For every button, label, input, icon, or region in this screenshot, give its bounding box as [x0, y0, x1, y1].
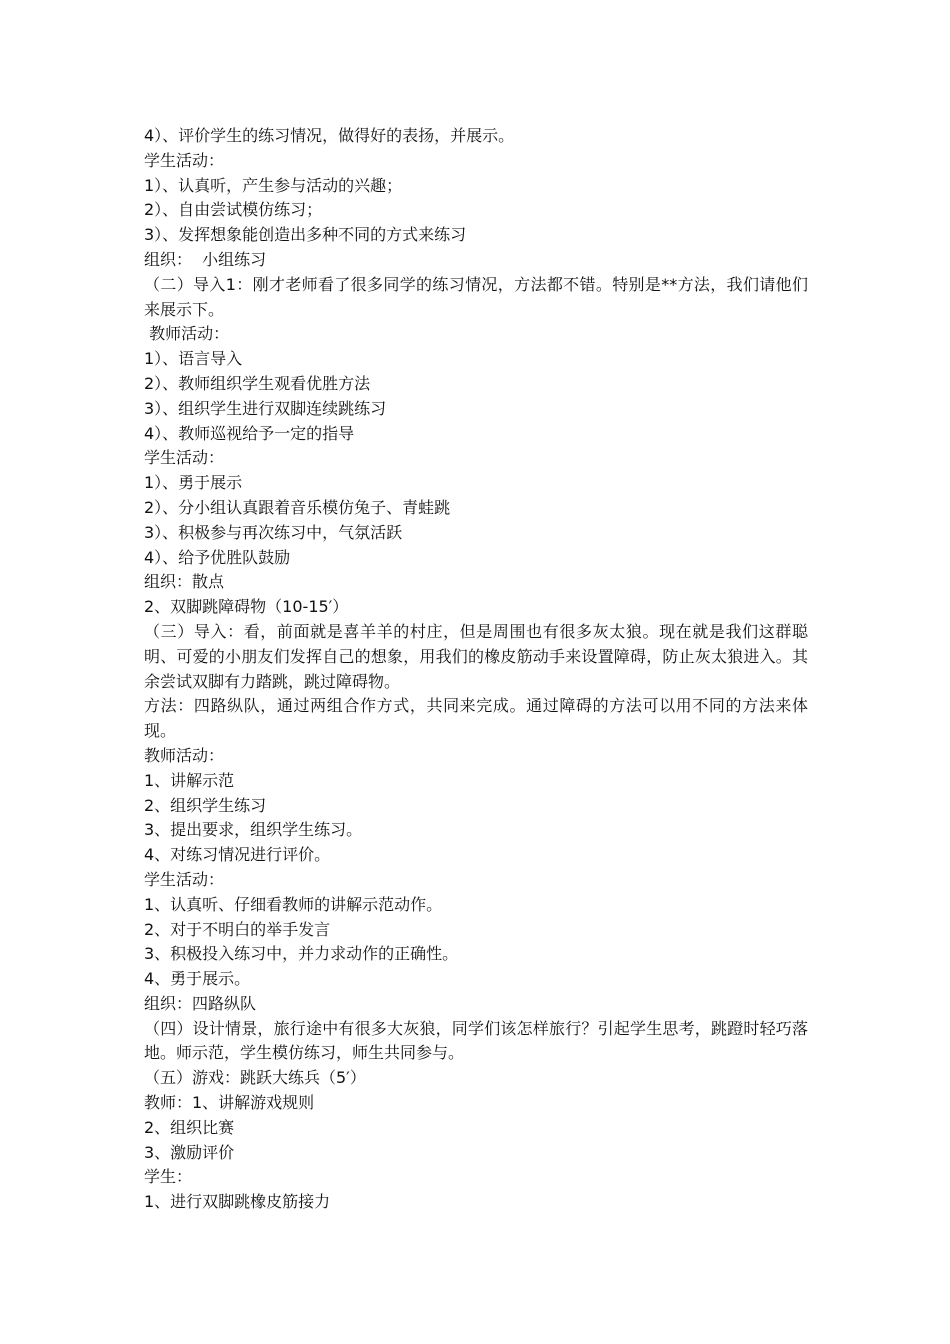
text-line: 1、讲解示范: [144, 770, 235, 790]
text-line: 4、勇于展示。: [144, 969, 251, 989]
text-line: 1）、语言导入: [144, 349, 243, 369]
text-line: 3、积极投入练习中，并力求动作的正确性。: [144, 944, 459, 964]
section-heading: （五）游戏：跳跃大练兵（5′）: [144, 1068, 366, 1088]
document-page: [144, 124, 808, 1215]
text-line: 学生活动：: [144, 448, 225, 468]
text-line: 2、组织比赛: [144, 1117, 235, 1137]
text-line: 4）、评价学生的练习情况，做得好的表扬，并展示。: [144, 126, 515, 145]
text-line: 组织： 小组练习: [144, 249, 267, 269]
text-line: 教师活动：: [144, 745, 225, 765]
text-line: 2、对于不明白的举手发言: [144, 919, 331, 939]
paragraph: （二）导入1：刚才老师看了很多同学的练习情况，方法都不错。特别是**方法，我们请他们来展示下。: [144, 274, 808, 319]
text-line: 学生活动：: [144, 150, 225, 170]
section-heading: 2、双脚跳障碍物（10-15′）: [144, 597, 349, 617]
text-line: 1、进行双脚跳橡皮筋接力: [144, 1192, 331, 1212]
paragraph: （四）设计情景，旅行途中有很多大灰狼，同学们该怎样旅行？引起学生思考，跳蹬时轻巧落地。师示范，学生模仿练习，师生共同参与。: [144, 1018, 808, 1063]
text-line: 2）、分小组认真跟着音乐模仿兔子、青蛙跳: [144, 497, 451, 517]
text-line: 4）、教师巡视给予一定的指导: [144, 423, 355, 443]
text-line: 4）、给予优胜队鼓励: [144, 547, 291, 567]
text-line: 1、认真听、仔细看教师的讲解示范动作。: [144, 894, 443, 914]
text-line: 3、提出要求，组织学生练习。: [144, 820, 363, 840]
text-line: 3、激励评价: [144, 1142, 235, 1162]
text-line: 组织：四路纵队: [144, 993, 257, 1013]
paragraph: （三）导入：看，前面就是喜羊羊的村庄，但是周围也有很多灰太狼。现在就是我们这群聪明、可爱的小朋友们发挥自己的想象，用我们的橡皮筋动手来设置障碍，防止灰太狼进入。其余尝试双脚有力踏跳，跳过障碍物。: [144, 621, 808, 691]
text-line: 2）、自由尝试模仿练习；: [144, 200, 323, 220]
text-line: 3）、发挥想象能创造出多种不同的方式来练习: [144, 225, 467, 245]
text-line: 学生：: [144, 1167, 193, 1187]
text-line: 3）、积极参与再次练习中，气氛活跃: [144, 522, 403, 542]
text-line: 1）、勇于展示: [144, 473, 243, 493]
text-line: 4、对练习情况进行评价。: [144, 845, 331, 865]
text-line: 学生活动：: [144, 869, 225, 889]
text-line: 1）、认真听，产生参与活动的兴趣；: [144, 175, 403, 195]
text-line: 教师：1、讲解游戏规则: [144, 1093, 315, 1113]
text-line: 组织：散点: [144, 572, 225, 592]
text-line: 2）、教师组织学生观看优胜方法: [144, 373, 371, 393]
text-line: 教师活动：: [144, 324, 230, 344]
text-line: 2、组织学生练习: [144, 795, 267, 815]
text-line: 3）、组织学生进行双脚连续跳练习: [144, 398, 387, 418]
paragraph: 方法：四路纵队，通过两组合作方式，共同来完成。通过障碍的方法可以用不同的方法来体现。: [144, 696, 808, 741]
